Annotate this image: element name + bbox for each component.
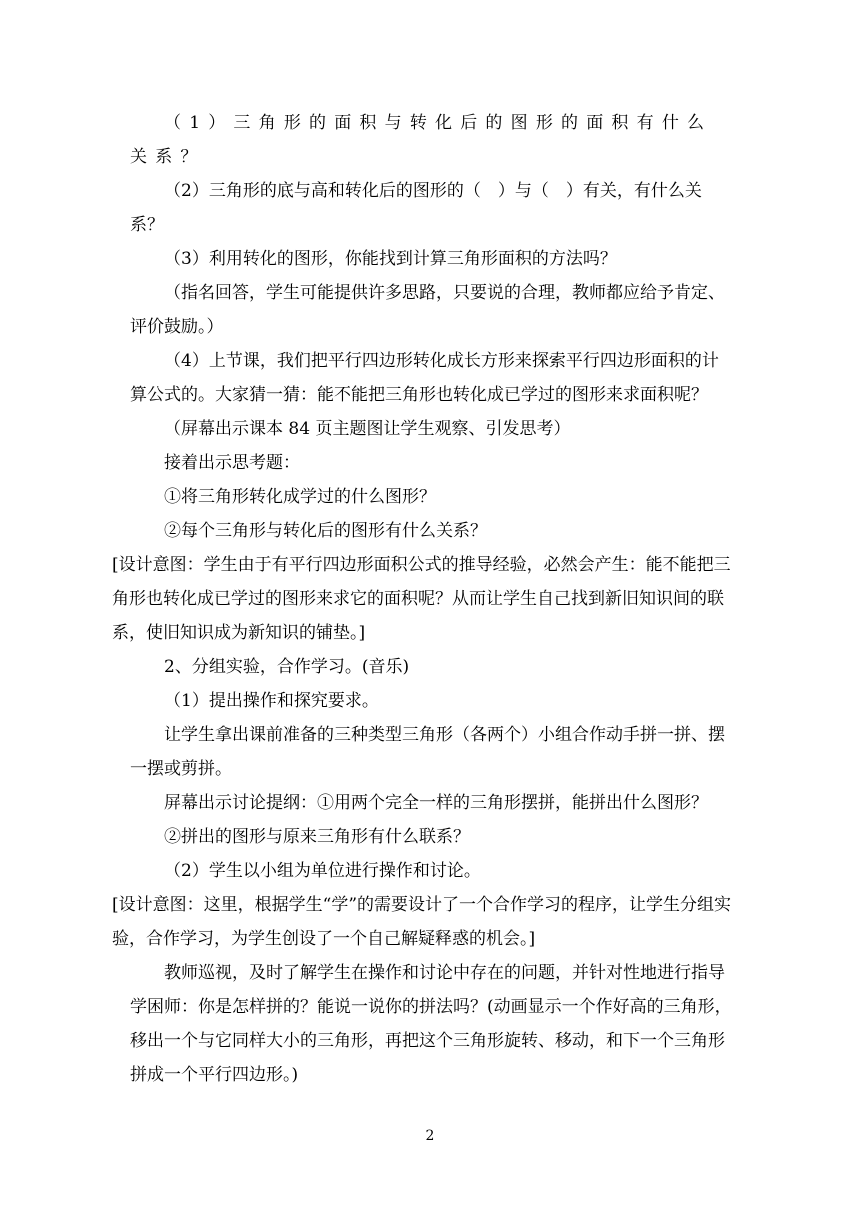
design-intent-1: [设计意图：学生由于有平行四边形面积公式的推导经验，必然会产生：能不能把三角形也转化成已学过的图形来求它的面积呢？从而让学生自己找到新旧知识间的联系，使旧知识成为新知识的铺垫。]	[112, 555, 731, 643]
page-number: 2	[425, 1128, 435, 1144]
discussion-outline-2: ②拼出的图形与原来三角形有什么联系？	[164, 827, 470, 847]
document-body	[112, 106, 734, 1092]
operation-requirement: （1）提出操作和探究要求。	[164, 691, 379, 711]
screen-note: （屏幕出示课本 84 页主题图让学生观察、引发思考）	[164, 419, 571, 439]
group-discussion: （2）学生以小组为单位进行操作和讨论。	[164, 861, 481, 881]
thinking-question-2: ②每个三角形与转化后的图形有什么关系？	[164, 521, 487, 541]
answer-note: （指名回答，学生可能提供许多思路，只要说的合理，教师都应给予肯定、评价鼓励。）	[130, 283, 725, 337]
question-3: （3）利用转化的图形，你能找到计算三角形面积的方法吗？	[164, 249, 617, 269]
question-2: （2）三角形的底与高和转化后的图形的（ ）与（ ）有关，有什么关系？	[130, 181, 702, 235]
teacher-guidance: 教师巡视，及时了解学生在操作和讨论中存在的问题，并针对性地进行指导学困师：你是怎样拼的？能说一说你的拼法吗？(动画显示一个作好高的三角形，移出一个与它同样大小的三角形，再把这个三角形旋转、移动，和下一个三角形拼成一个平行四边形。)	[130, 963, 732, 1085]
section-heading-2: 2、分组实验，合作学习。(音乐)	[164, 657, 410, 677]
thinking-question-1: ①将三角形转化成学过的什么图形？	[164, 487, 436, 507]
question-4: （4）上节课，我们把平行四边形转化成长方形来探索平行四边形面积的计算公式的。大家猜一猜：能不能把三角形也转化成已学过的图形来求面积呢？	[130, 351, 719, 405]
design-intent-2: [设计意图：这里，根据学生“学”的需要设计了一个合作学习的程序，让学生分组实验，合作学习，为学生创设了一个自己解疑释惑的机会。]	[112, 895, 732, 949]
question-1: （1）三角形的面积与转化后的图形的面积有什么关系？	[130, 113, 713, 167]
discussion-outline-1: 屏幕出示讨论提纲：①用两个完全一样的三角形摆拼，能拼出什么图形？	[164, 793, 708, 813]
student-activity: 让学生拿出课前准备的三种类型三角形（各两个）小组合作动手拼一拼、摆一摆或剪拼。	[130, 725, 725, 779]
thinking-intro: 接着出示思考题：	[164, 453, 300, 473]
